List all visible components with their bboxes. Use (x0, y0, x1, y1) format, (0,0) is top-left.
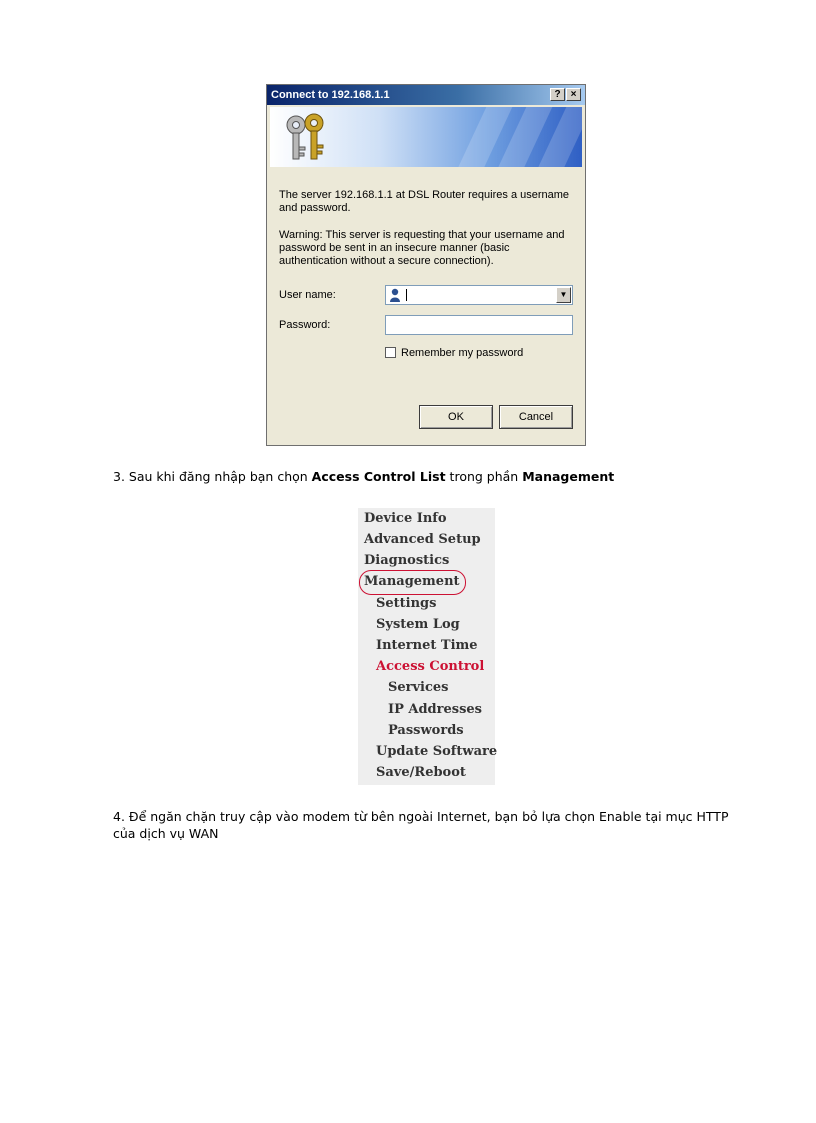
step-3-bold-acl: Access Control List (311, 469, 446, 484)
step-3-paragraph (113, 468, 614, 485)
menu-item-update-software[interactable]: Update Software (376, 744, 498, 759)
keys-icon (280, 111, 336, 165)
menu-item-settings[interactable]: Settings (376, 596, 437, 611)
menu-item-advanced-setup[interactable]: Advanced Setup (364, 532, 481, 547)
text-caret (406, 289, 407, 301)
step-4-paragraph: 4. Để ngăn chặn truy cập vào modem từ bên ngoài Internet, bạn bỏ lựa chọn Enable tại mục HTTP của dịch vụ WAN (113, 809, 729, 841)
password-label: Password: (279, 319, 331, 331)
router-menu (358, 508, 498, 785)
dialog-banner (270, 107, 582, 167)
step-3-bold-management: Management (522, 469, 615, 484)
remember-checkbox[interactable] (385, 347, 396, 358)
cancel-button[interactable]: Cancel (499, 405, 573, 429)
menu-item-passwords[interactable]: Passwords (388, 723, 464, 738)
dialog-message: The server 192.168.1.1 at DSL Router requires a username and password. (279, 189, 570, 214)
remember-label: Remember my password (401, 347, 524, 359)
dialog-warning: Warning: This server is requesting that your username and password be sent in an insecure manner (basic authentication without a secure connection). (279, 229, 565, 267)
menu-item-services[interactable]: Services (388, 680, 449, 695)
close-button[interactable]: × (566, 88, 581, 101)
username-label: User name: (279, 289, 336, 301)
step-3-text-middle: trong phần (445, 469, 523, 484)
help-button[interactable]: ? (550, 88, 565, 101)
dialog-title: Connect to 192.168.1.1 (271, 89, 390, 101)
menu-item-management[interactable]: Management (364, 574, 460, 589)
login-dialog (266, 84, 586, 446)
menu-item-internet-time[interactable]: Internet Time (376, 638, 478, 653)
password-input[interactable] (385, 315, 573, 335)
menu-item-diagnostics[interactable]: Diagnostics (364, 553, 450, 568)
menu-item-access-control[interactable]: Access Control (376, 659, 485, 674)
ok-button[interactable]: OK (419, 405, 493, 429)
menu-item-ip-addresses[interactable]: IP Addresses (388, 702, 482, 717)
dialog-titlebar (267, 85, 585, 105)
dropdown-arrow-button[interactable]: ▼ (556, 287, 571, 303)
menu-item-save-reboot[interactable]: Save/Reboot (376, 765, 466, 780)
user-icon (389, 288, 401, 302)
menu-item-system-log[interactable]: System Log (376, 617, 460, 632)
username-input[interactable] (385, 285, 573, 305)
menu-item-device-info[interactable]: Device Info (364, 511, 447, 526)
step-3-text: 3. Sau khi đăng nhập bạn chọn (113, 469, 312, 484)
